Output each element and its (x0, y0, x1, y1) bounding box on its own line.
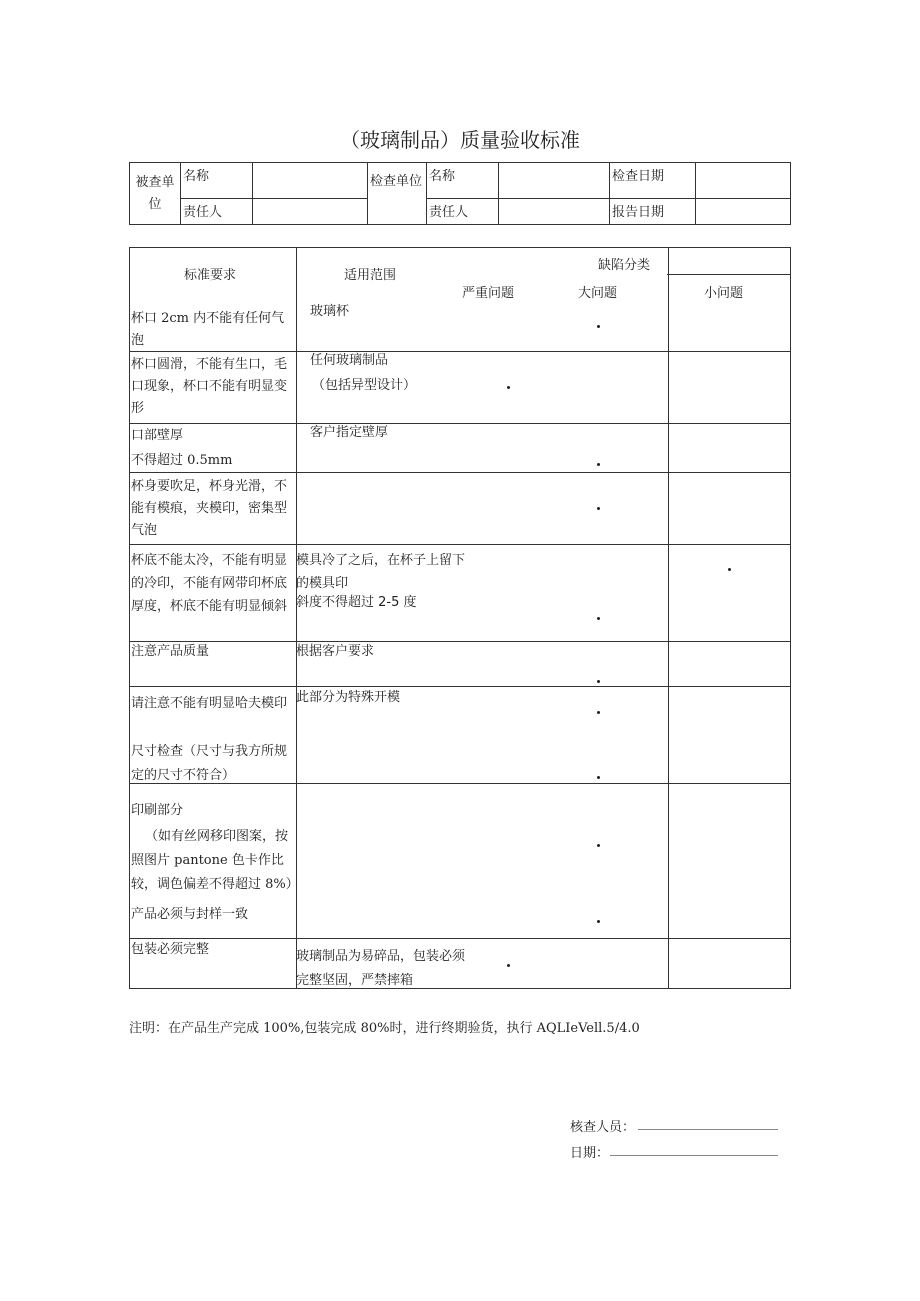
date-signature-line[interactable] (610, 1155, 778, 1156)
row-standard: 注意产品质量 (131, 644, 210, 659)
marker-dot (728, 568, 731, 571)
marker-dot (507, 964, 510, 967)
row-standard: （如有丝网移印图案，按照图片 pantone 色卡作比较，调色偏差不得超过 8%） (131, 829, 299, 892)
page-title: （玻璃制品）质量验收标准 (340, 128, 580, 152)
check-date-value[interactable] (696, 163, 791, 199)
check-date-label: 检查日期 (610, 163, 696, 199)
marker-dot (597, 507, 600, 510)
marker-dot (597, 711, 600, 714)
row-standard: 请注意不能有明显哈夫模印 (131, 696, 288, 711)
row-scope: 客户指定壁厚 (310, 425, 389, 440)
inspecting-unit-label: 检查单位 (368, 163, 427, 225)
row-standard: 杯底不能太冷，不能有明显的冷印，不能有网带印杯底厚度，杯底不能有明显倾斜 (131, 553, 288, 614)
row-standard: 口部壁厚 (131, 428, 184, 443)
marker-dot (597, 463, 600, 466)
row-scope: （包括异型设计） (312, 378, 417, 393)
date-label: 日期： (570, 1146, 610, 1161)
col-serious-header: 严重问题 (462, 286, 515, 301)
row-scope: 玻璃制品为易碎品，包装必须完整坚固，严禁摔箱 (296, 949, 466, 988)
marker-dot (597, 617, 600, 620)
col-major-header: 大问题 (578, 286, 618, 301)
name-label: 名称 (181, 163, 253, 199)
report-date-label: 报告日期 (610, 199, 696, 225)
row-standard: 尺寸检查（尺寸与我方所规定的尺寸不符合） (131, 744, 288, 783)
row-standard: 杯身要吹足，杯身光滑，不能有模痕，夹模印，密集型气泡 (131, 479, 288, 538)
row-scope: 任何玻璃制品 (310, 353, 389, 368)
inspector-signature-line[interactable] (638, 1129, 778, 1130)
row-standard: 印刷部分 (131, 803, 184, 818)
row-scope: 模具冷了之后，在杯子上留下的模具印 (296, 553, 466, 591)
col-defect-class-header: 缺陷分类 (598, 258, 651, 273)
row-standard: 不得超过 0.5mm (131, 453, 233, 468)
inspected-responsible-value[interactable] (253, 199, 368, 225)
marker-dot (597, 776, 600, 779)
row-scope: 根据客户要求 (296, 644, 375, 659)
note-text: 注明：在产品生产完成 100%,包装完成 80%时，进行终期验货，执行 AQLIeVell.5/4.0 (129, 1021, 640, 1036)
inspecting-name-value[interactable] (499, 163, 610, 199)
responsible-label: 责任人 (427, 199, 499, 225)
row-standard: 杯口圆滑，不能有生口，毛口现象，杯口不能有明显变形 (131, 357, 288, 416)
header-table (129, 162, 791, 225)
row-standard: 包装必须完整 (131, 942, 210, 957)
report-date-value[interactable] (696, 199, 791, 225)
marker-dot (597, 844, 600, 847)
marker-dot (597, 325, 600, 328)
responsible-label: 责任人 (181, 199, 253, 225)
inspected-name-value[interactable] (253, 163, 368, 199)
col-scope-header: 适用范围 (344, 268, 397, 283)
col-minor-header: 小问题 (704, 286, 744, 301)
marker-dot (597, 920, 600, 923)
row-scope: 玻璃杯 (310, 304, 350, 319)
name-label: 名称 (427, 163, 499, 199)
row-standard: 产品必须与封样一致 (131, 907, 249, 922)
marker-dot (507, 386, 510, 389)
col-standard-header: 标准要求 (184, 268, 237, 283)
row-scope: 斜度不得超过 2-5 度 (296, 595, 417, 610)
inspected-unit-label: 被查单位 (130, 163, 181, 225)
row-standard: 杯口 2cm 内不能有任何气泡 (131, 311, 285, 348)
inspecting-responsible-value[interactable] (499, 199, 610, 225)
marker-dot (597, 680, 600, 683)
row-scope: 此部分为特殊开模 (296, 690, 401, 705)
inspector-label: 核查人员： (570, 1120, 636, 1135)
